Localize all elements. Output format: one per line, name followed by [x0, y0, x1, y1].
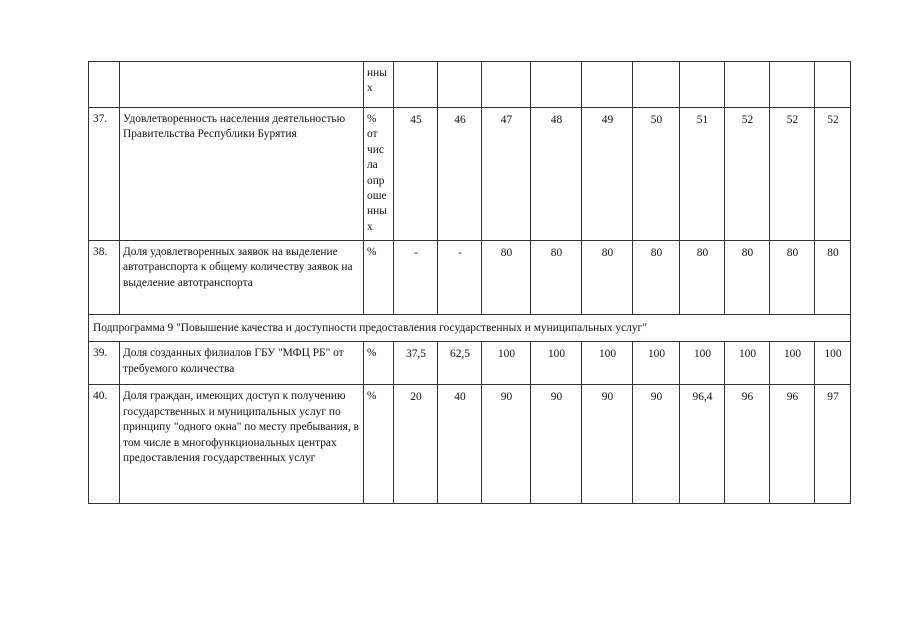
unit-line: от — [367, 128, 378, 141]
value-cell: 90 — [482, 385, 531, 504]
unit-line: опр — [367, 174, 385, 187]
name-cell: Доля созданных филиалов ГБУ "МФЦ РБ" от требуемого количества — [120, 342, 364, 385]
value-cell: 48 — [531, 108, 582, 241]
index-cell: 39. — [89, 342, 120, 385]
value-cell: 52 — [770, 108, 815, 241]
table-row-continued — [89, 62, 851, 108]
value-cell: 40 — [438, 385, 482, 504]
value-cell: 46 — [438, 108, 482, 241]
value-cell: - — [438, 241, 482, 315]
value-cell: 100 — [815, 342, 851, 385]
unit-cell — [364, 385, 394, 504]
table-row — [89, 385, 851, 504]
value-cell: 100 — [680, 342, 725, 385]
value-cell: 20 — [394, 385, 438, 504]
unit-cell — [364, 108, 394, 241]
value-cell — [633, 62, 680, 108]
index-cell: 37. — [89, 108, 120, 241]
unit-line: х — [367, 220, 373, 233]
value-cell — [482, 62, 531, 108]
name-cell: Удовлетворенность населения деятельностью Правительства Республики Бурятия — [120, 108, 364, 241]
value-cell — [438, 62, 482, 108]
value-cell — [725, 62, 770, 108]
value-cell: 47 — [482, 108, 531, 241]
subprogram-section — [89, 315, 851, 342]
value-cell: 62,5 — [438, 342, 482, 385]
value-cell: 96 — [725, 385, 770, 504]
value-cell: 80 — [531, 241, 582, 315]
unit-line: нны — [367, 67, 387, 79]
value-cell: 45 — [394, 108, 438, 241]
value-cell — [582, 62, 633, 108]
unit-line: % — [367, 347, 377, 360]
table-row — [89, 342, 851, 385]
value-cell — [680, 62, 725, 108]
value-cell: 100 — [770, 342, 815, 385]
value-cell: - — [394, 241, 438, 315]
value-cell: 100 — [725, 342, 770, 385]
unit-line: нны — [367, 205, 387, 218]
value-cell: 90 — [633, 385, 680, 504]
value-cell: 100 — [531, 342, 582, 385]
value-cell: 52 — [725, 108, 770, 241]
unit-cell — [364, 342, 394, 385]
value-cell: 80 — [582, 241, 633, 315]
unit-line: ла — [367, 159, 378, 172]
table-body-top — [89, 62, 851, 315]
value-cell: 37,5 — [394, 342, 438, 385]
value-cell: 80 — [815, 241, 851, 315]
name-cell: Доля граждан, имеющих доступ к получению государственных и муниципальных услуг по принципу "одного окна" по месту пребывания, в том числе в многофункциональных центрах предоставления государственных услуг — [120, 385, 364, 504]
value-cell: 96,4 — [680, 385, 725, 504]
index-cell: 38. — [89, 241, 120, 315]
unit-cell — [364, 62, 394, 108]
unit-line: % — [367, 390, 377, 403]
name-cell: Доля удовлетворенных заявок на выделение автотранспорта к общему количеству заявок на выделение автотранспорта — [120, 241, 364, 315]
value-cell: 100 — [582, 342, 633, 385]
unit-line: чис — [367, 143, 384, 156]
value-cell: 96 — [770, 385, 815, 504]
value-cell: 80 — [633, 241, 680, 315]
table-row — [89, 241, 851, 315]
value-cell: 80 — [680, 241, 725, 315]
value-cell: 100 — [633, 342, 680, 385]
unit-line: % — [367, 113, 377, 125]
indicators-table — [88, 61, 851, 504]
name-cell — [120, 62, 364, 108]
value-cell: 90 — [582, 385, 633, 504]
value-cell — [770, 62, 815, 108]
unit-line: % — [367, 246, 377, 258]
subprogram-title: Подпрограмма 9 "Повышение качества и доступности предоставления государственных и муниципальных услуг" — [89, 315, 851, 342]
value-cell: 52 — [815, 108, 851, 241]
value-cell — [394, 62, 438, 108]
value-cell: 100 — [482, 342, 531, 385]
table-row — [89, 108, 851, 241]
value-cell: 97 — [815, 385, 851, 504]
value-cell: 80 — [725, 241, 770, 315]
unit-cell — [364, 241, 394, 315]
value-cell: 49 — [582, 108, 633, 241]
table-body-bottom — [89, 342, 851, 504]
subprogram-row — [89, 315, 851, 342]
value-cell — [815, 62, 851, 108]
value-cell: 90 — [531, 385, 582, 504]
value-cell: 80 — [482, 241, 531, 315]
index-cell — [89, 62, 120, 108]
value-cell: 50 — [633, 108, 680, 241]
value-cell: 80 — [770, 241, 815, 315]
index-cell: 40. — [89, 385, 120, 504]
value-cell: 51 — [680, 108, 725, 241]
value-cell — [531, 62, 582, 108]
unit-line: оше — [367, 190, 387, 203]
unit-line: х — [367, 82, 373, 95]
